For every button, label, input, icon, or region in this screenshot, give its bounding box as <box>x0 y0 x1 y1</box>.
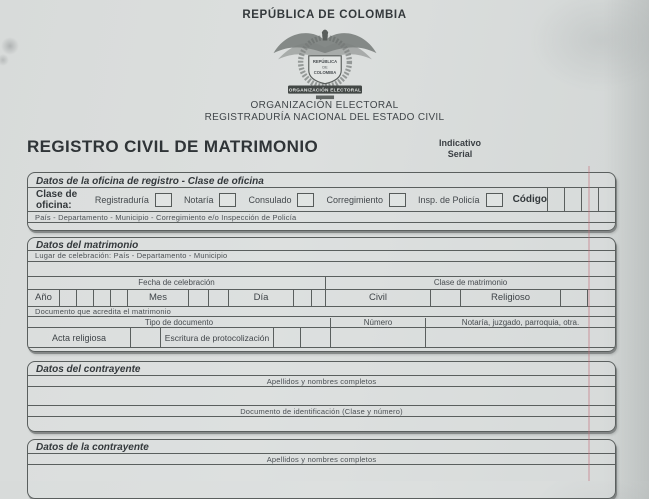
bride-names-input[interactable] <box>28 465 615 498</box>
class-header: Clase de matrimonio <box>325 277 615 289</box>
section-office-title: Datos de la oficina de registro - Clase de oficina <box>28 173 615 188</box>
scan-artifact-red-line <box>588 166 590 481</box>
deed-label: Escritura de protocolización <box>160 328 273 347</box>
checkbox-corregimiento[interactable] <box>389 193 406 207</box>
month-cell-1[interactable] <box>188 290 208 307</box>
year-cell-3[interactable] <box>93 290 110 307</box>
date-class-header-row <box>28 277 615 290</box>
class-extra-cell[interactable] <box>587 290 615 307</box>
checkbox-notaria[interactable] <box>219 193 236 207</box>
coat-of-arms <box>0 26 649 105</box>
document-header-row <box>28 317 615 328</box>
office-class-row <box>28 188 615 212</box>
office-location-label: País - Departamento - Municipio - Corregimiento e/o Inspección de Policía <box>28 212 615 223</box>
checkbox-registraduria[interactable] <box>155 193 172 207</box>
option-corregimiento-label: Corregimiento <box>326 194 384 205</box>
serial-label: Serial <box>447 149 473 160</box>
document-title: REGISTRO CIVIL DE MATRIMONIO <box>27 137 319 156</box>
year-cell-2[interactable] <box>76 290 93 307</box>
section-bride-title: Datos de la contrayente <box>28 440 615 454</box>
option-consulado-label: Consulado <box>248 194 292 205</box>
org-line2: REGISTRADURÍA NACIONAL DEL ESTADO CIVIL <box>204 112 445 123</box>
day-cell-1[interactable] <box>293 290 311 307</box>
checkbox-consulado[interactable] <box>297 193 314 207</box>
codigo-cells <box>547 188 615 211</box>
religious-act-label: Acta religiosa <box>51 332 107 343</box>
doc-type-header: Tipo de documento <box>144 317 214 327</box>
groom-names-label: Apellidos y nombres completos <box>28 376 615 387</box>
month-label: Mes <box>127 290 188 307</box>
year-label: Año <box>35 292 52 304</box>
codigo-label: Código <box>512 194 547 205</box>
year-cell-1[interactable] <box>59 290 76 307</box>
month-cell-2[interactable] <box>208 290 228 307</box>
codigo-cell-2[interactable] <box>564 188 581 211</box>
doc-type-cells <box>28 328 330 347</box>
indicativo-label: Indicativo <box>438 138 481 148</box>
religious-label: Religioso <box>460 290 560 307</box>
option-notaria-label: Notaría <box>183 194 214 205</box>
notary-header: Notaría, juzgado, parroquia, otra. <box>425 318 615 327</box>
groom-id-label: Documento de identificación (Clase y número) <box>28 406 615 417</box>
groom-id-input[interactable] <box>28 417 615 431</box>
seal-shield-line2: DE <box>321 65 328 70</box>
office-class-label: Clase de oficina: <box>36 188 78 211</box>
number-input-cell[interactable] <box>330 328 425 347</box>
year-cell-4[interactable] <box>110 290 127 307</box>
org-line1: ORGANIZACIÓN ELECTORAL <box>250 100 399 111</box>
celebration-place-input[interactable] <box>28 262 615 277</box>
celebration-place-label: Lugar de celebración: País - Departamento - Municipio <box>28 251 615 262</box>
seal-shield-line3: COLOMBIA <box>313 69 336 75</box>
civil-label: Civil <box>369 292 387 304</box>
bride-names-label: Apellidos y nombres completos <box>28 454 615 465</box>
section-groom-title: Datos del contrayente <box>28 362 615 376</box>
accrediting-document-label: Documento que acredita el matrimonio <box>28 307 615 317</box>
section-marriage-title: Datos del matrimonio <box>28 238 615 251</box>
day-cell-2[interactable] <box>311 290 325 307</box>
indicativo-serial-label <box>400 138 520 161</box>
class-cells <box>325 290 615 307</box>
deed-checkbox-cell[interactable] <box>273 328 300 347</box>
seal-banner-text: ORGANIZACIÓN ELECTORAL <box>288 87 361 93</box>
country-title: REPÚBLICA DE COLOMBIA <box>242 9 407 21</box>
section-bride <box>27 439 616 499</box>
coat-of-arms-graphic <box>266 26 384 100</box>
option-registraduria-label: Registraduría <box>94 194 149 205</box>
date-cells <box>28 290 325 307</box>
number-header: Número <box>330 318 425 327</box>
document-cells-row <box>28 328 615 348</box>
doc-type-extra-cell[interactable] <box>300 328 330 347</box>
notary-input-cell[interactable] <box>425 328 615 347</box>
section-office <box>27 172 616 231</box>
civil-checkbox-cell[interactable] <box>430 290 460 307</box>
section-marriage <box>27 237 616 352</box>
option-insp-policia-label: Insp. de Policía <box>418 194 480 205</box>
checkbox-insp-policia[interactable] <box>486 193 503 207</box>
date-header: Fecha de celebración <box>138 278 215 288</box>
religious-act-checkbox-cell[interactable] <box>130 328 160 347</box>
day-label: Día <box>228 290 293 307</box>
marriage-bottom-strip <box>28 348 615 351</box>
date-class-cells-row <box>28 290 615 308</box>
groom-names-input[interactable] <box>28 387 615 406</box>
religious-checkbox-cell[interactable] <box>560 290 587 307</box>
office-location-input[interactable] <box>28 223 615 230</box>
codigo-cell-4[interactable] <box>598 188 615 211</box>
codigo-cell-1[interactable] <box>547 188 564 211</box>
section-groom <box>27 361 616 432</box>
seal-shield-line1: REPÚBLICA <box>312 59 337 64</box>
